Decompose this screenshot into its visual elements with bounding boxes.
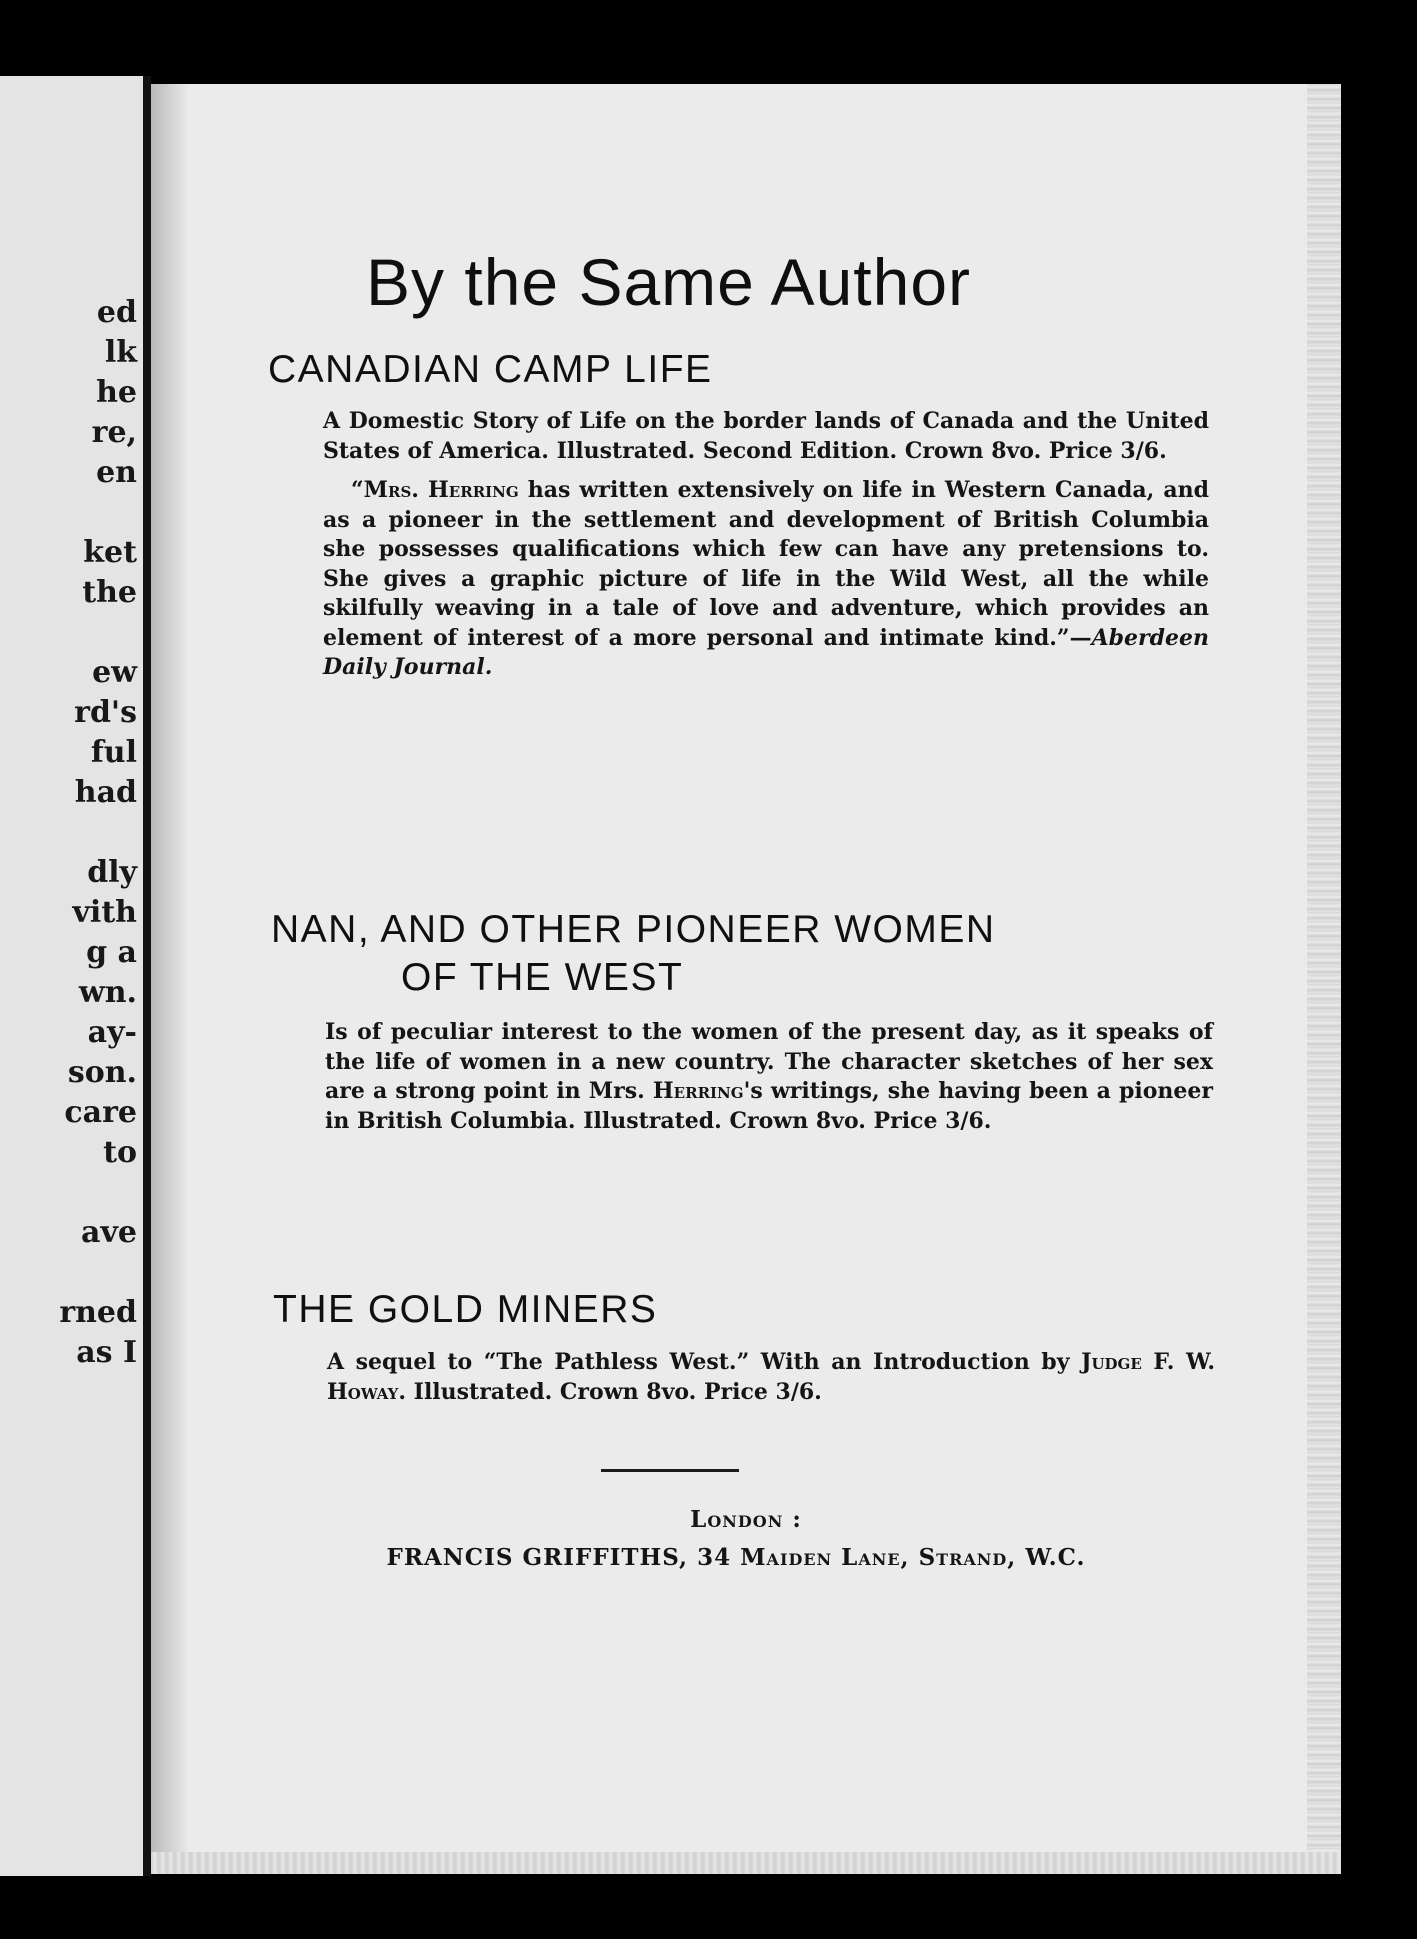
review-open-quote: “ [351,477,364,503]
left-facing-page [0,76,143,1876]
left-page-fragment: the [82,575,137,610]
description-text: . Illustrated. Crown 8vo. Price 3/6. [398,1378,822,1405]
review-body: has written extensively on life in Western Canada, and as a pioneer in the settlement and development of British Columbia she possesses qualifications which few can have any pretensions to. She gives a graphic picture of life in the Wild West, all the while skilfully weaving in a tale of love and adventure, which provides an element of interest of a more personal and intimate kind.”— [323,477,1209,651]
review-author-name: Mrs. Herring [363,477,519,503]
left-page-fragment: as I [76,1335,137,1370]
press-review [323,476,1209,683]
page-content [151,84,1341,1874]
publisher-name: FRANCIS GRIFFITHS, 34 [386,1544,741,1571]
book-title-nan-line2: OF THE WEST [401,956,684,999]
page-heading: By the Same Author [366,245,972,319]
left-page-fragment: dly [87,855,137,890]
publisher-imprint [151,1544,1331,1571]
left-page-fragment: vith [72,895,137,930]
book-title-canadian-camp-life: CANADIAN CAMP LIFE [268,348,713,391]
left-page-fragment: g a [86,935,137,970]
description-text: Is of peculiar interest to the women of the present day, as it speaks of the life of women in a new country. The character sketches of her sex are a strong point in Mrs. [325,1019,1213,1104]
book-description-gold-miners [327,1348,1215,1407]
publisher-address: Maiden Lane, Strand, [740,1544,1017,1571]
left-page-fragment: rd's [74,695,137,730]
book-description-nan [325,1018,1213,1136]
left-page-fragment: had [74,775,137,810]
left-page-fragment: care [64,1095,137,1130]
left-page-fragment: lk [104,335,137,370]
publisher-city [151,1506,1341,1533]
left-page-fragment: ed [96,295,137,330]
left-page-fragment: to [103,1135,137,1170]
left-page-fragment: en [96,455,137,490]
left-page-fragment: ket [83,535,137,570]
description-text: 's writings, she having been a pioneer in British Columbia. Illustrated. Crown 8vo. Price 3/6. [325,1078,1213,1134]
city-text: London : [690,1506,802,1533]
description-text: A Domestic Story of Life on the border lands of Canada and the United States of America. Illustrated. Second Edition. Crown 8vo. Price 3/6. [323,408,1209,464]
left-page-fragment: son. [67,1055,137,1090]
left-page-fragment: ay- [87,1015,137,1050]
left-page-fragment: ave [81,1215,137,1250]
left-page-fragment: wn. [78,975,137,1010]
book-title-gold-miners: THE GOLD MINERS [273,1288,658,1331]
author-name: Herring [652,1078,744,1104]
book-description-canadian-camp-life [323,407,1209,683]
book-title-nan-line1: NAN, AND OTHER PIONEER WOMEN [271,908,996,951]
book-gutter [143,76,151,1876]
left-page-fragment: re, [91,415,137,450]
description-text: A sequel to “The Pathless West.” With an Introduction by [327,1349,1082,1375]
left-page-fragment: ew [92,655,137,690]
section-divider-rule [601,1469,739,1472]
main-page [151,84,1341,1874]
left-page-fragment: rned [59,1295,137,1330]
left-page-fragment: ful [90,735,137,770]
introduction-author: Judge F. W. Howay [327,1349,1215,1405]
publisher-district: W.C. [1016,1544,1086,1571]
left-page-fragment: he [96,375,137,410]
review-source: Aberdeen Daily Journal. [323,624,1209,680]
